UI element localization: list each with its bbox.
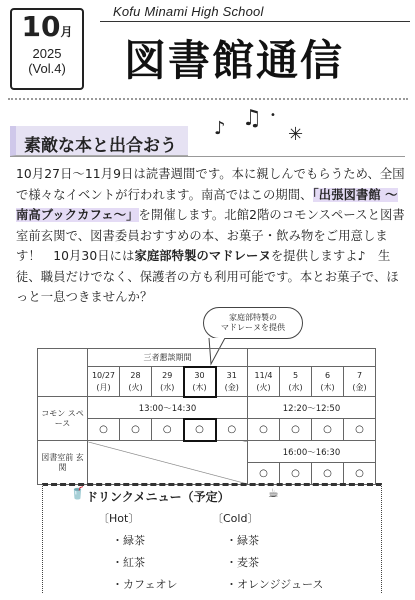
date-cell	[280, 367, 312, 397]
date-text: 29	[162, 370, 173, 380]
availability-mark: ○	[344, 463, 376, 485]
date-cell	[152, 367, 184, 397]
music-notes-icon: ♫	[242, 106, 262, 131]
date-text: 5	[292, 370, 299, 380]
drink-item: ・緑茶	[226, 534, 259, 547]
section-heading-text: 素敵な本と出合おう	[24, 136, 177, 156]
date-cell	[248, 367, 280, 397]
date-text: 31	[226, 370, 237, 380]
availability-mark: ○	[88, 419, 120, 441]
weekday-text: (火)	[256, 382, 271, 392]
availability-mark: ○	[312, 419, 344, 441]
drink-item: ・オレンジジュース	[226, 578, 324, 591]
availability-mark: ○	[280, 463, 312, 485]
drink-item: ・紅茶	[112, 556, 145, 569]
cup-icon: ☕	[268, 486, 279, 500]
row-label-library-entrance: 図書室前 玄関	[38, 441, 88, 485]
speech-bubble	[203, 307, 303, 339]
availability-mark: ○	[216, 419, 248, 441]
article-text-1: 10月27日～11月9日は読書週間です。本に親しんでもらうため、全国で様々なイベントが行われます。南高ではこの期間、	[16, 167, 405, 202]
header-rule	[100, 21, 410, 22]
date-cell	[120, 367, 152, 397]
date-text: 11/4	[254, 370, 273, 380]
weekday-text: (水)	[288, 382, 303, 392]
date-cell	[88, 367, 120, 397]
article-text-3: を提供しますよ♪ 生徒、職員だけでなく、保護者の方も利用可能です。本とお菓子で、ほっと一息つきませんか？	[16, 249, 399, 304]
event-name-highlight: 「出張図書館 ～南高ブックカフェ～」	[16, 187, 398, 222]
availability-mark: ○	[248, 419, 280, 441]
month-number: 10	[21, 10, 61, 43]
date-text: 6	[324, 370, 331, 380]
weekday-text: (火)	[128, 382, 143, 392]
period-label: 三者懇談期間	[88, 349, 248, 367]
row-label-common-space: コモン スペース	[38, 397, 88, 441]
date-text: 7	[356, 370, 363, 380]
not-available-cell	[88, 441, 248, 485]
music-note-icon: ♪	[214, 118, 226, 139]
weekday-text: (金)	[352, 382, 367, 392]
section-rule	[10, 156, 405, 157]
section-heading	[10, 126, 188, 156]
schedule-table	[37, 348, 376, 485]
availability-mark-highlighted: ○	[184, 419, 216, 441]
date-text: 10/27	[91, 370, 116, 380]
date-cell	[312, 367, 344, 397]
cold-drinks-column	[212, 508, 323, 596]
time-slot: 13:00～14:30	[88, 397, 248, 419]
weekday-text: (木)	[320, 382, 335, 392]
time-slot: 12:20～12:50	[248, 397, 376, 419]
availability-mark: ○	[120, 419, 152, 441]
sparkle-icon: ✳	[288, 124, 304, 145]
drink-icon: 🥤	[70, 486, 85, 500]
issue-year: 2025	[32, 46, 62, 61]
weekday-text: (金)	[224, 382, 239, 392]
availability-mark: ○	[344, 419, 376, 441]
drink-item: ・緑茶	[112, 534, 145, 547]
cold-drinks-heading: 〔Cold〕	[212, 512, 259, 525]
availability-mark: ○	[280, 419, 312, 441]
hot-drinks-column	[98, 508, 177, 596]
school-name: Kofu Minami High School	[113, 4, 264, 19]
drink-item: ・カフェオレ	[112, 578, 178, 591]
issue-month	[12, 12, 82, 42]
bubble-line-2: マドレーヌを提供	[221, 323, 285, 332]
bubble-line-1: 家庭部特製の	[229, 313, 277, 322]
weekday-text: (木)	[192, 382, 207, 392]
header-divider	[8, 98, 408, 100]
drink-menu-title: ドリンクメニュー（予定）	[86, 490, 230, 504]
issue-volume: (Vol.4)	[28, 61, 66, 76]
small-dot-icon: •	[270, 110, 276, 121]
drink-item: ・麦茶	[226, 556, 259, 569]
article-text-2: を開催します。北館2階のコモンスペースと図書室前玄関で、図書委員おすすめの本、お菓子・飲み物をご用意します！ 10月30日には	[16, 208, 405, 263]
period-blank	[248, 349, 376, 367]
article-body	[16, 164, 406, 308]
availability-mark: ○	[248, 463, 280, 485]
date-text: 30	[194, 370, 205, 380]
corner-cell	[38, 349, 88, 397]
newsletter-title: 図書館通信	[124, 36, 345, 85]
hot-drinks-heading: 〔Hot〕	[98, 512, 140, 525]
date-cell	[344, 367, 376, 397]
month-unit: 月	[60, 25, 73, 39]
date-cell	[216, 367, 248, 397]
weekday-text: (水)	[160, 382, 175, 392]
time-slot: 16:00～16:30	[248, 441, 376, 463]
availability-mark: ○	[312, 463, 344, 485]
date-cell-highlighted	[184, 367, 216, 397]
date-text: 28	[130, 370, 141, 380]
special-item-highlight: 家庭部特製のマドレーヌ	[134, 249, 271, 263]
availability-mark: ○	[152, 419, 184, 441]
weekday-text: (月)	[96, 382, 111, 392]
issue-date-box	[10, 8, 84, 90]
